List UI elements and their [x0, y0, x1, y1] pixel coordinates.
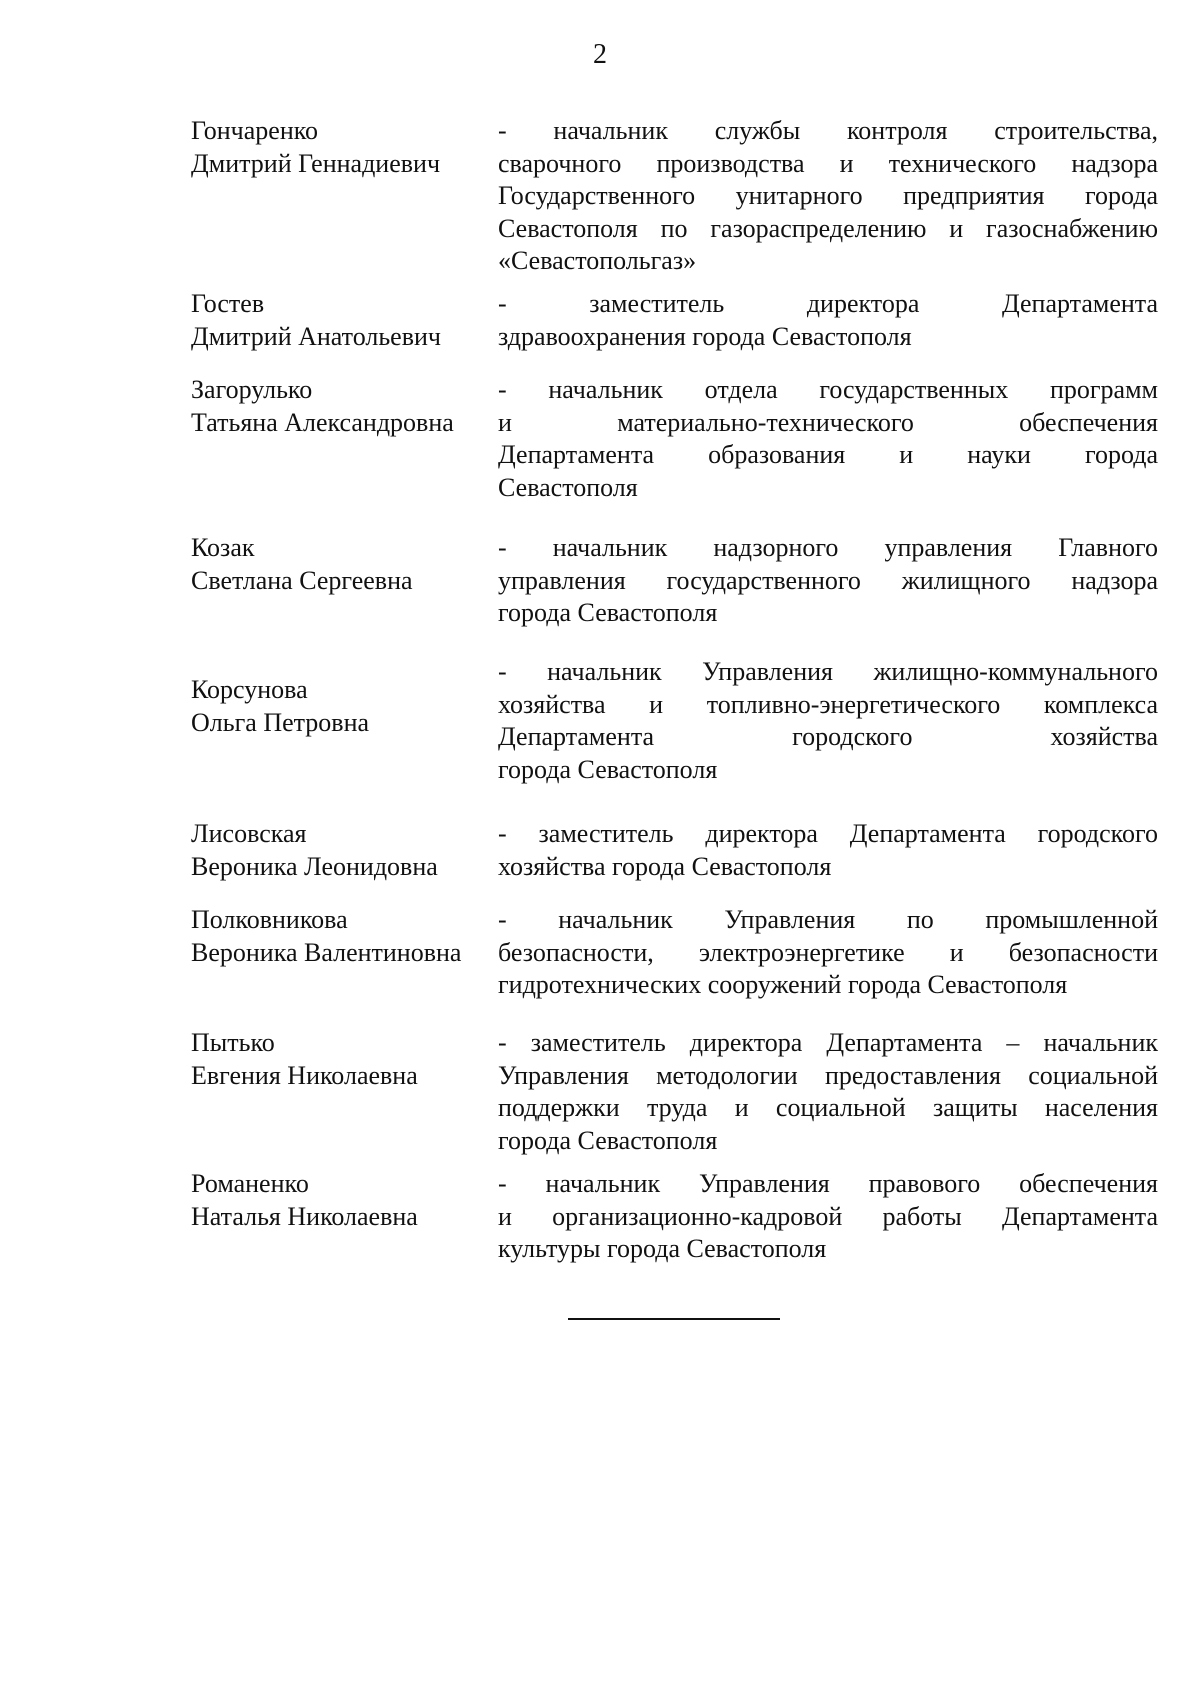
given-names: Наталья Николаевна: [191, 1201, 418, 1231]
position-description: [498, 1168, 1158, 1266]
description-line: Департамента образования и науки города: [498, 440, 1158, 469]
surname: Гостев: [191, 289, 265, 318]
given-names: Дмитрий Геннадиевич: [191, 148, 441, 178]
description-line: сварочного производства и технического надзора: [498, 148, 1158, 178]
description-line: поддержки труда и социальной защиты населения: [498, 1093, 1158, 1122]
position-description: [498, 288, 1158, 353]
given-names: Вероника Леонидовна: [191, 851, 438, 881]
person-name: [191, 115, 501, 180]
description-line: - начальник службы контроля строительства,: [498, 116, 1158, 145]
description-line: Севастополя: [498, 472, 638, 502]
surname: Загорулько: [191, 375, 313, 404]
surname: Лисовская: [191, 819, 307, 848]
description-line: культуры города Севастополя: [498, 1234, 827, 1263]
position-description: [498, 904, 1158, 1002]
surname: Корсунова: [191, 675, 308, 704]
description-line: - начальник отдела государственных программ: [498, 375, 1158, 404]
position-description: [498, 532, 1158, 630]
given-names: Дмитрий Анатольевич: [191, 321, 441, 351]
given-names: Светлана Сергеевна: [191, 565, 413, 595]
surname: Пытько: [191, 1028, 275, 1057]
surname: Гончаренко: [191, 116, 319, 145]
person-name: [191, 1027, 501, 1092]
description-line: и организационно-кадровой работы Департамента: [498, 1201, 1158, 1231]
person-name: [191, 374, 501, 439]
description-line: Государственного унитарного предприятия города: [498, 181, 1158, 210]
surname: Козак: [191, 533, 255, 562]
given-names: Вероника Валентиновна: [191, 937, 462, 967]
position-description: [498, 818, 1158, 883]
person-name: [191, 1168, 501, 1233]
given-names: Ольга Петровна: [191, 707, 370, 737]
end-of-list-divider: [568, 1318, 780, 1320]
description-line: - начальник Управления правового обеспечения: [498, 1169, 1158, 1198]
person-name: [191, 904, 501, 969]
description-line: управления государственного жилищного надзора: [498, 565, 1158, 595]
description-line: города Севастополя: [498, 754, 718, 784]
position-description: [498, 1027, 1158, 1157]
description-line: безопасности, электроэнергетике и безопасности: [498, 937, 1158, 967]
description-line: Севастополя по газораспределению и газоснабжению: [498, 213, 1158, 243]
page-number: 2: [593, 39, 607, 70]
description-line: здравоохранения города Севастополя: [498, 321, 912, 351]
person-name: [191, 532, 501, 597]
description-line: Департамента городского хозяйства: [498, 722, 1158, 751]
description-line: гидротехнических сооружений города Севастополя: [498, 970, 1068, 999]
description-line: - заместитель директора Департамента – начальник: [498, 1028, 1158, 1057]
person-name: [191, 674, 501, 739]
description-line: и материально-технического обеспечения: [498, 407, 1158, 437]
description-line: «Севастопольгаз»: [498, 246, 697, 275]
given-names: Татьяна Александровна: [191, 407, 454, 437]
description-line: хозяйства города Севастополя: [498, 851, 832, 881]
description-line: Управления методологии предоставления социальной: [498, 1060, 1158, 1090]
description-line: города Севастополя: [498, 1125, 718, 1155]
position-description: [498, 115, 1158, 278]
description-line: - заместитель директора Департамента городского: [498, 819, 1158, 848]
position-description: [498, 656, 1158, 786]
description-line: - заместитель директора Департамента: [498, 289, 1158, 318]
surname: Романенко: [191, 1169, 309, 1198]
description-line: - начальник Управления жилищно-коммунального: [498, 657, 1158, 686]
description-line: - начальник Управления по промышленной: [498, 905, 1158, 934]
position-description: [498, 374, 1158, 504]
description-line: - начальник надзорного управления Главного: [498, 533, 1158, 562]
person-name: [191, 818, 501, 883]
person-name: [191, 288, 501, 353]
description-line: хозяйства и топливно-энергетического комплекса: [498, 689, 1158, 719]
surname: Полковникова: [191, 905, 348, 934]
given-names: Евгения Николаевна: [191, 1060, 418, 1090]
description-line: города Севастополя: [498, 598, 718, 627]
